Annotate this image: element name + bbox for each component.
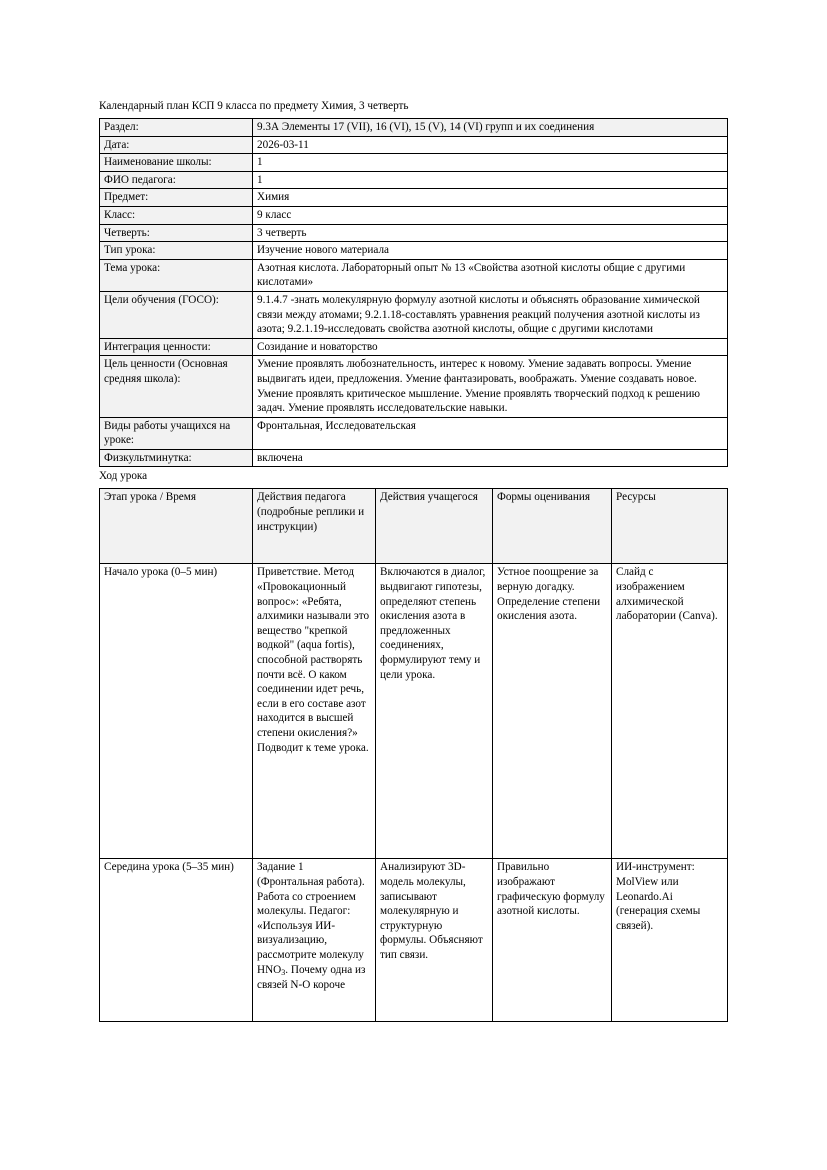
info-label: Предмет: [100,189,253,207]
info-value: 1 [253,171,728,189]
info-label: Четверть: [100,224,253,242]
table-row [100,356,728,417]
info-value: Химия [253,189,728,207]
info-value: 2026-03-11 [253,136,728,154]
table-row [100,259,728,291]
info-value: 9.3А Элементы 17 (VII), 16 (VI), 15 (V), 14 (VI) групп и их соединения [253,119,728,137]
table-row [100,859,728,1022]
cell-student: Анализируют 3D-модель молекулы, записывают молекулярную и структурную формулы. Объясняют тип связи. [376,859,493,1022]
info-label: Виды работы учащихся на уроке: [100,417,253,449]
teacher-text-after-formula: . Почему одна из связей N-O короче [257,963,366,992]
cell-stage: Начало урока (0–5 мин) [100,564,253,859]
cell-assessment: Правильно изображают графическую формулу азотной кислоты. [493,859,612,1022]
info-value: включена [253,449,728,467]
info-label: Дата: [100,136,253,154]
info-label: Интеграция ценности: [100,338,253,356]
info-label: Цели обучения (ГОСО): [100,291,253,338]
info-value: Умение проявлять любознательность, интерес к новому. Умение задавать вопросы. Умение выдвигать идеи, предложения. Умение фантазировать, воображать. Умение создавать новое. Умение проявлять критическое мышление. Умение проявлять творческий подход к решению задач. Умение проявлять исследовательские навыки. [253,356,728,417]
table-row [100,242,728,260]
info-value: 9.1.4.7 -знать молекулярную формулу азотной кислоты и объяснять образование химической связи между атомами; 9.2.1.18-составлять уравнения реакций получения азотной кислоты из азота; 9.2.1.19-исследовать свойства азотной кислоты, общие с другими кислотами [253,291,728,338]
table-header-row [100,489,728,564]
cell-assessment: Устное поощрение за верную догадку. Определение степени окисления азота. [493,564,612,859]
info-value: 1 [253,154,728,172]
table-row [100,449,728,467]
lesson-flow-body [100,564,728,1022]
info-label: Физкультминутка: [100,449,253,467]
info-label: Тип урока: [100,242,253,260]
cell-resources: ИИ-инструмент: MolView или Leonardo.Ai (генерация схемы связей). [612,859,728,1022]
table-row [100,189,728,207]
column-header-stage: Этап урока / Время [100,489,253,564]
table-row [100,206,728,224]
lesson-info-table [99,118,728,467]
table-row [100,136,728,154]
column-header-teacher: Действия педагога (подробные реплики и инструкции) [253,489,376,564]
lesson-flow-table [99,488,728,1022]
table-row [100,119,728,137]
info-label: Тема урока: [100,259,253,291]
cell-student: Включаются в диалог, выдвигают гипотезы, определяют степень окисления азота в предложенных соединениях, формулируют тему и цели урока. [376,564,493,859]
info-value: Азотная кислота. Лабораторный опыт № 13 «Свойства азотной кислоты общие с другими кислотами» [253,259,728,291]
table-row [100,417,728,449]
info-value: Изучение нового материала [253,242,728,260]
info-value: 3 четверть [253,224,728,242]
cell-teacher-text [257,860,372,992]
info-label: Раздел: [100,119,253,137]
teacher-text-before-formula: Задание 1 (Фронтальная работа). Работа со строением молекулы. Педагог: «Используя ИИ-визуализацию, рассмотрите молекулу HNO [257,861,365,976]
info-label: Класс: [100,206,253,224]
info-label: ФИО педагога: [100,171,253,189]
lesson-info-body [100,119,728,467]
table-row [100,564,728,859]
table-row [100,224,728,242]
lesson-flow-heading: Ход урока [99,470,148,483]
column-header-resources: Ресурсы [612,489,728,564]
cell-teacher: Приветствие. Метод «Провокационный вопрос»: «Ребята, алхимики называли это вещество "крепкой водкой" (aqua fortis), способной растворять почти всё. О каком соединении идет речь, если в его составе азот находится в высшей степени окисления?» Подводит к теме урока. [253,564,376,859]
cell-teacher [253,859,376,1022]
info-value: Фронтальная, Исследовательская [253,417,728,449]
info-value: 9 класс [253,206,728,224]
cell-resources: Слайд с изображением алхимической лаборатории (Canva). [612,564,728,859]
info-label: Цель ценности (Основная средняя школа): [100,356,253,417]
page-title: Календарный план КСП 9 класса по предмету Химия, 3 четверть [99,100,409,112]
table-row [100,171,728,189]
info-value: Созидание и новаторство [253,338,728,356]
cell-stage: Середина урока (5–35 мин) [100,859,253,1022]
info-label: Наименование школы: [100,154,253,172]
lesson-flow-header [100,489,728,564]
table-row [100,154,728,172]
column-header-assessment: Формы оценивания [493,489,612,564]
table-row [100,291,728,338]
document-page [99,99,727,1022]
chemical-subscript: 3 [281,967,286,977]
column-header-student: Действия учащегося [376,489,493,564]
table-row [100,338,728,356]
